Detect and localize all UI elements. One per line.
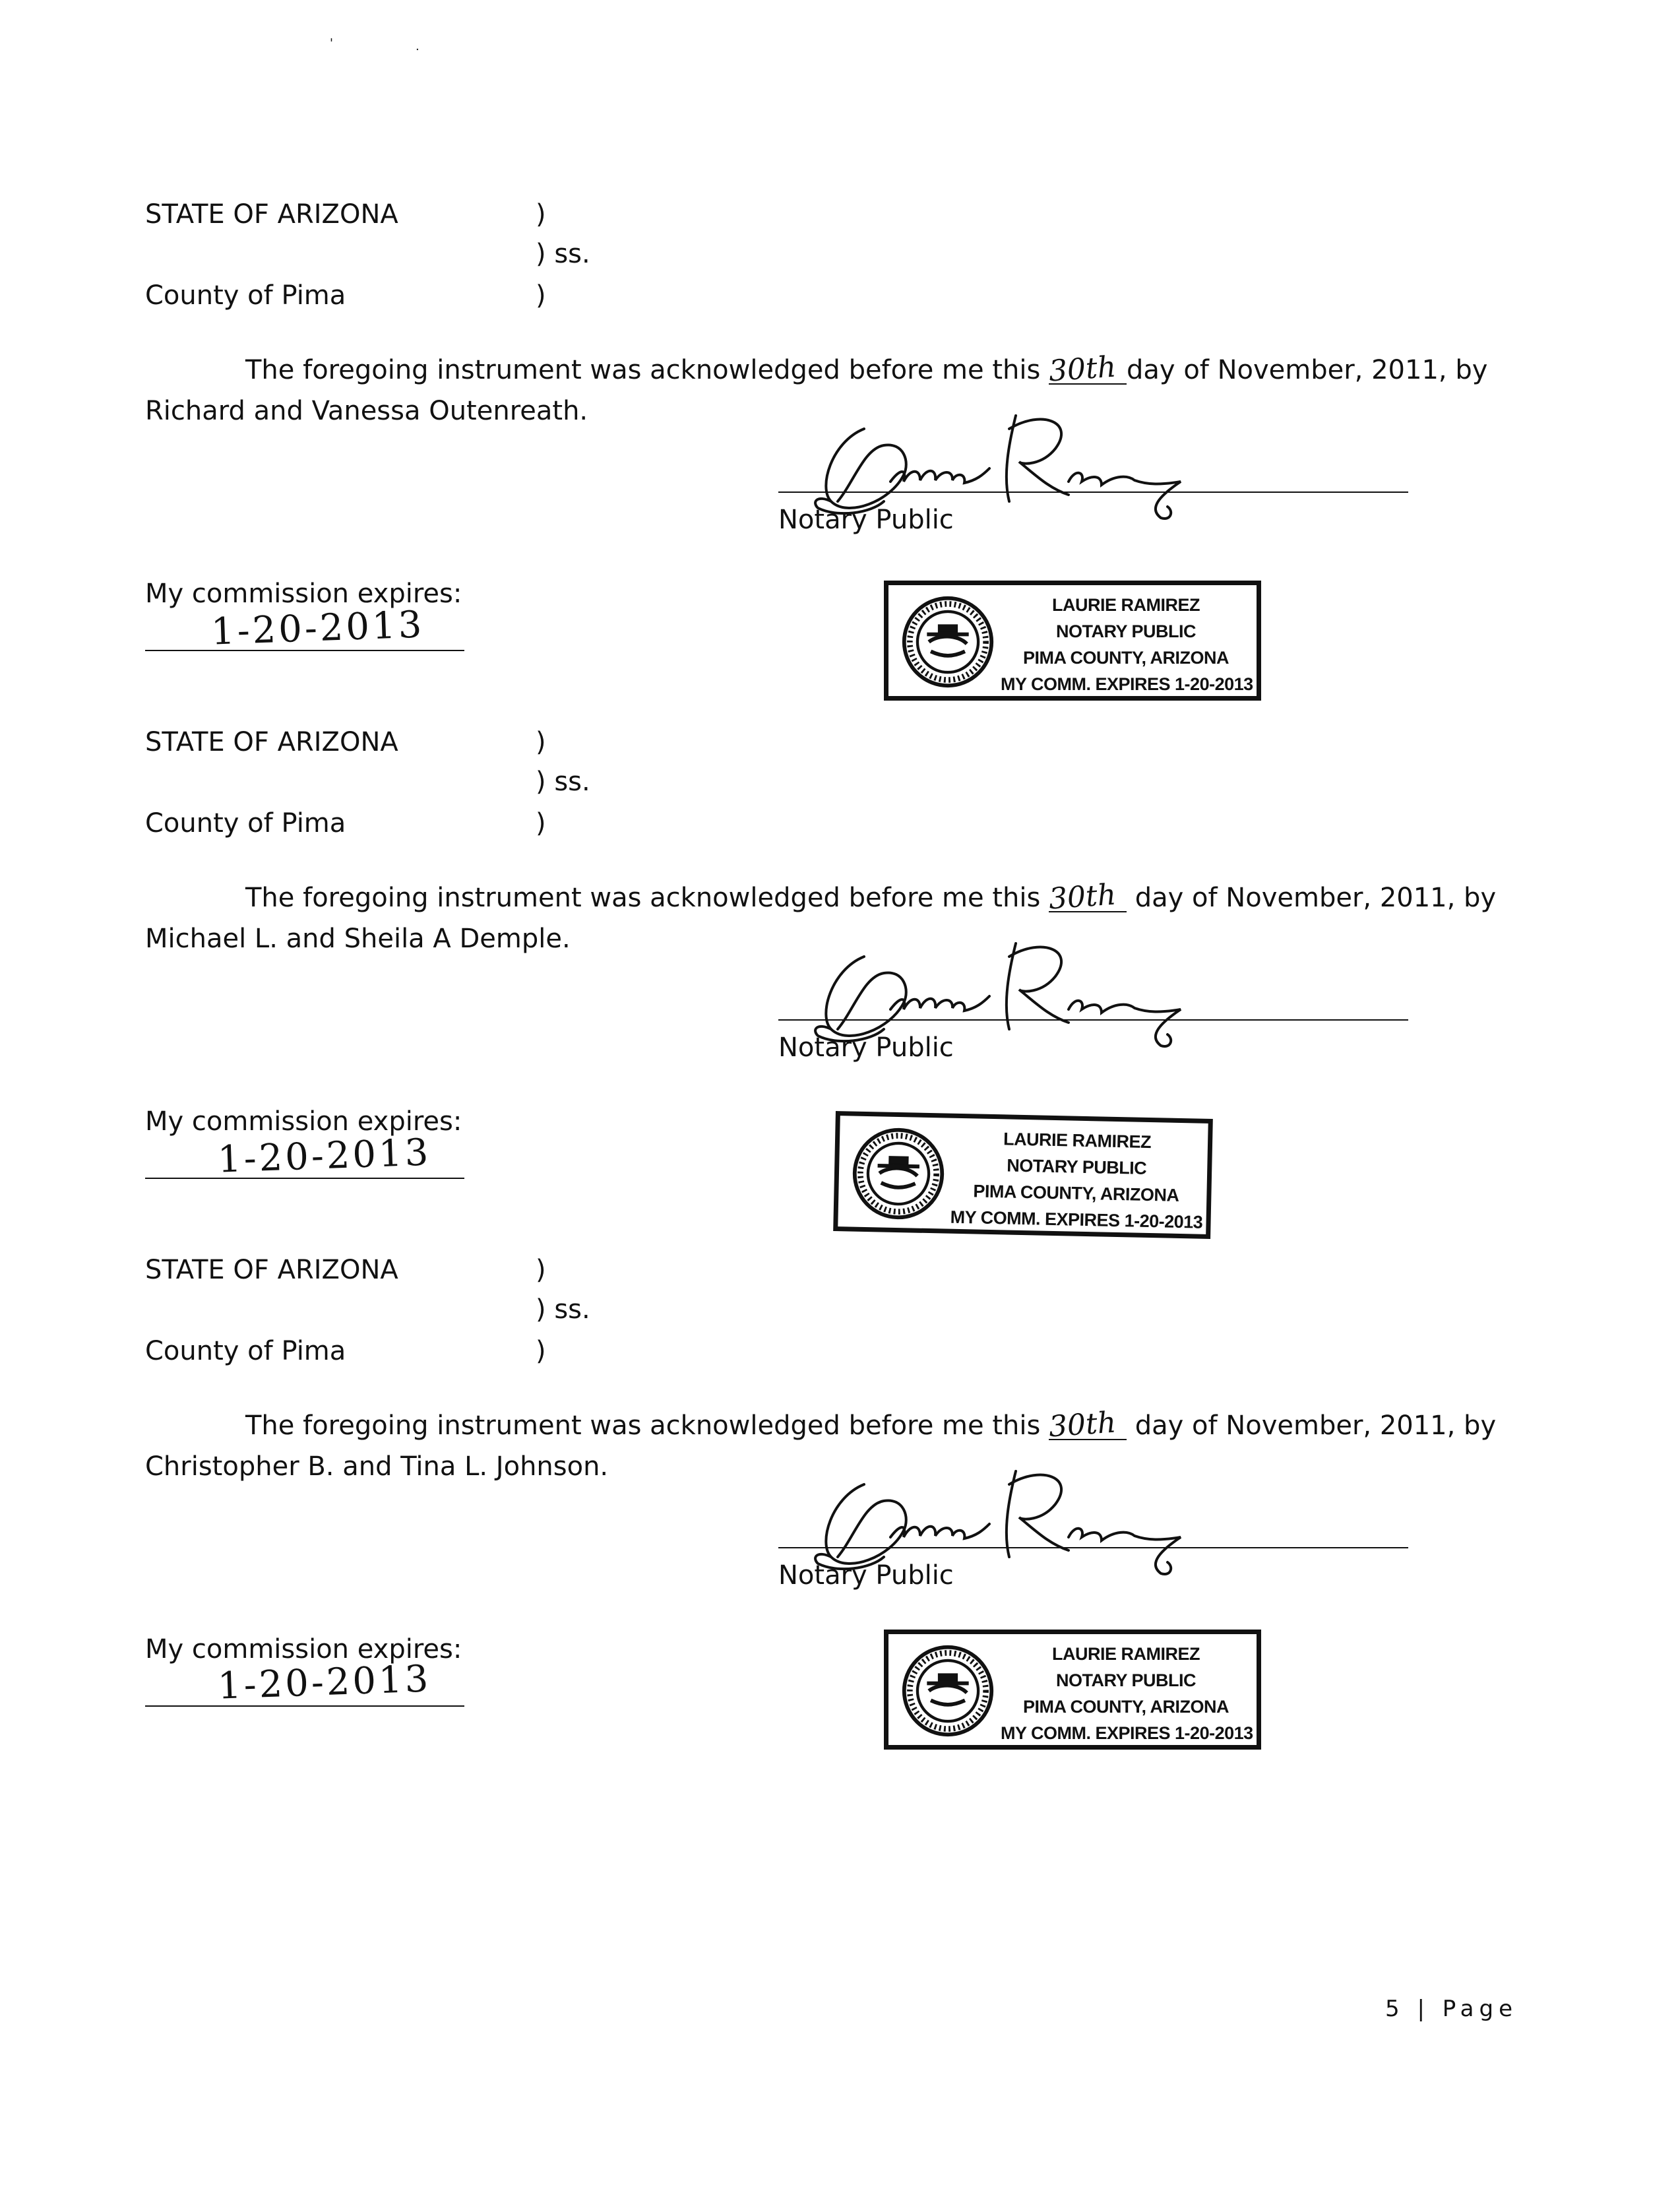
state-label: STATE OF ARIZONA — [145, 199, 398, 230]
stamp-name: LAURIE RAMIREZ — [1052, 595, 1200, 615]
state-label: STATE OF ARIZONA — [145, 1255, 398, 1285]
venue-paren: ) — [536, 727, 546, 757]
handwritten-day: 30th — [1047, 1405, 1117, 1444]
handwritten-day: 30th — [1047, 877, 1117, 916]
commission-label: My commission expires: — [145, 1106, 462, 1137]
venue-paren: ) — [536, 808, 546, 839]
venue-paren: ) — [536, 1255, 546, 1285]
commission-date: 1-20-2013 — [210, 603, 425, 654]
venue-paren: ) — [536, 1336, 546, 1366]
signature-line — [778, 1019, 1408, 1021]
parties-text: Michael L. and Sheila A Demple. — [145, 924, 571, 954]
stamp-title: NOTARY PUBLIC — [1055, 621, 1196, 641]
parties-text: Christopher B. and Tina L. Johnson. — [145, 1451, 609, 1482]
day-field — [1047, 1405, 1127, 1444]
acknowledgment-paragraph: The foregoing instrument was acknowledged before me this 30th day of November, 2011, by Michael L. and Sheila A Demple. — [145, 877, 1527, 959]
commission-line — [145, 1178, 464, 1179]
day-field — [1047, 877, 1127, 916]
stamp-name: LAURIE RAMIREZ — [1003, 1129, 1152, 1153]
notary-stamp — [884, 1630, 1261, 1750]
state-seal-icon — [850, 1125, 947, 1222]
scan-mark: ' — [330, 36, 333, 50]
stamp-title: NOTARY PUBLIC — [1006, 1155, 1147, 1178]
state-seal-icon — [900, 594, 995, 689]
page-number: 5 | Page — [1385, 1996, 1518, 2022]
county-label: County of Pima — [145, 280, 346, 311]
commission-label: My commission expires: — [145, 579, 462, 609]
stamp-name: LAURIE RAMIREZ — [1052, 1644, 1200, 1664]
day-field — [1047, 350, 1127, 389]
stamp-title: NOTARY PUBLIC — [1055, 1670, 1196, 1690]
venue-paren: ) — [536, 199, 546, 230]
commission-line — [145, 1705, 464, 1707]
state-label: STATE OF ARIZONA — [145, 727, 398, 757]
stamp-county: PIMA COUNTY, ARIZONA — [1023, 648, 1229, 668]
stamp-expiry: MY COMM. EXPIRES 1-20-2013 — [1001, 674, 1253, 694]
state-seal-icon — [900, 1643, 995, 1738]
commission-date: 1-20-2013 — [216, 1131, 432, 1182]
county-label: County of Pima — [145, 808, 346, 839]
commission-label: My commission expires: — [145, 1634, 462, 1664]
notary-public-label: Notary Public — [778, 505, 954, 535]
commission-line — [145, 650, 464, 651]
acknowledgment-paragraph: The foregoing instrument was acknowledged before me this 30th day of November, 2011, by Christopher B. and Tina L. Johnson. — [145, 1405, 1527, 1487]
county-label: County of Pima — [145, 1336, 346, 1366]
stamp-expiry: MY COMM. EXPIRES 1-20-2013 — [1001, 1723, 1253, 1743]
handwritten-day: 30th — [1047, 350, 1117, 389]
signature-line — [778, 491, 1408, 493]
commission-date: 1-20-2013 — [216, 1657, 432, 1708]
stamp-county: PIMA COUNTY, ARIZONA — [1023, 1697, 1229, 1717]
signature-line — [778, 1547, 1408, 1548]
stamp-expiry: MY COMM. EXPIRES 1-20-2013 — [950, 1207, 1203, 1232]
venue-ss: ) ss. — [536, 767, 590, 797]
notary-public-label: Notary Public — [778, 1560, 954, 1591]
notary-stamp — [884, 581, 1261, 701]
venue-ss: ) ss. — [536, 1294, 590, 1325]
parties-text: Richard and Vanessa Outenreath. — [145, 396, 588, 426]
notary-public-label: Notary Public — [778, 1032, 954, 1063]
venue-ss: ) ss. — [536, 239, 590, 269]
acknowledgment-paragraph: The foregoing instrument was acknowledged before me this 30th day of November, 2011, by Richard and Vanessa Outenreath. — [145, 350, 1527, 431]
stamp-county: PIMA COUNTY, ARIZONA — [973, 1181, 1179, 1205]
venue-paren: ) — [536, 280, 546, 311]
scan-mark: . — [416, 40, 420, 53]
notary-stamp — [833, 1111, 1213, 1239]
